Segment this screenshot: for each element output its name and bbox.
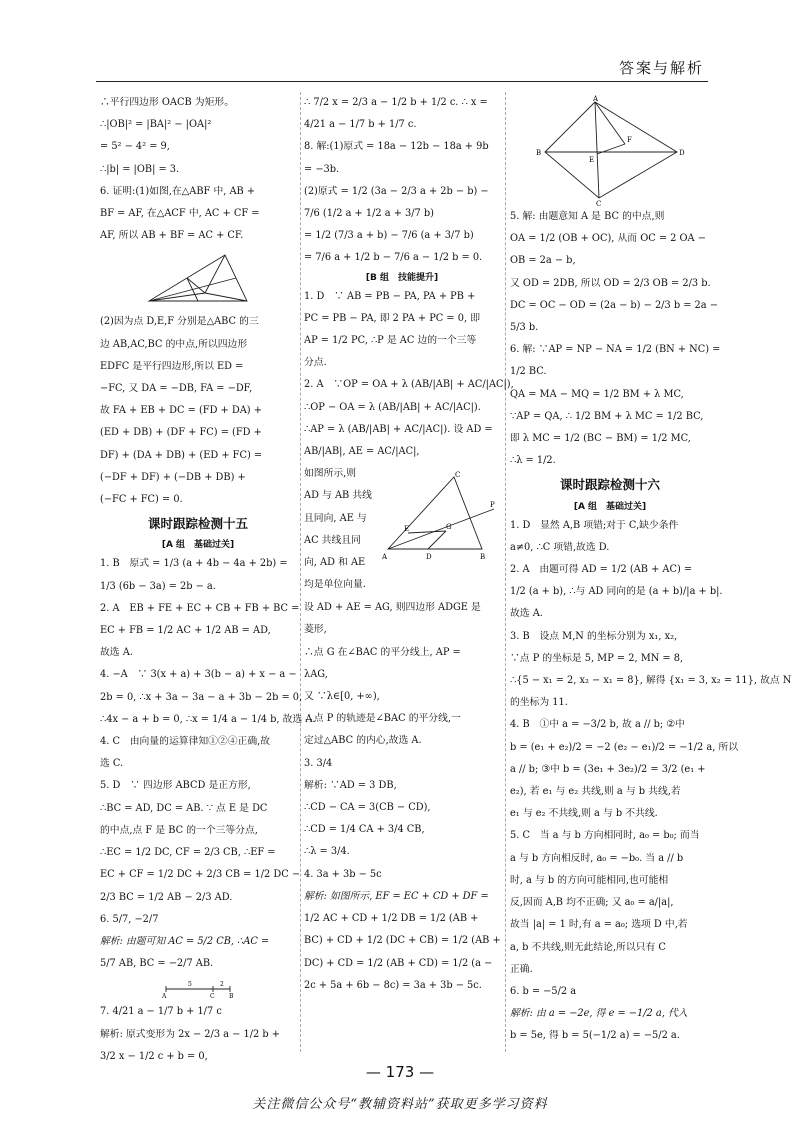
text-line: 4. C 由向量的运算律知①②④正确,故 (100, 736, 271, 748)
text-line: 解析: 如图所示, EF = EC + CD + DF = (304, 890, 489, 902)
text-line: a // b; ③中 b = (3e₁ + 3e₂)/2 = 3/2 (e₁ + (510, 763, 706, 775)
text-line: (2)因为点 D,E,F 分别是△ABC 的三 (100, 316, 259, 328)
text-line: b = (e₁ + e₂)/2 = −2 (e₂ − e₁)/2 = −1/2 a, 所以 (510, 741, 739, 753)
column-divider (505, 92, 506, 1052)
text-line: ∴ 7/2 x = 2/3 a − 1/2 b + 1/2 c. ∴ x = (304, 97, 488, 108)
text-line: AD 与 AB 共线 (304, 490, 372, 502)
text-line: (−DF + DF) + (−DB + DB) + (100, 471, 246, 483)
fig-label: D (679, 149, 685, 157)
text-line: 2c + 5a + 6b − 8c) = 3a + 3b − 5c. (304, 979, 482, 991)
text-line: ∴AP = λ (AB/|AB| + AC/|AC|). 设 AD = (304, 423, 493, 435)
text-line: DC) + CD = 1/2 (AB + CD) = 1/2 (a − (304, 957, 493, 969)
text-line: λAG, (304, 668, 328, 680)
text-line: 1. D ∵ AB = PB − PA, PA + PB + (304, 290, 476, 302)
text-line: 2b = 0, ∴x + 3a − 3a − a + 3b − 2b = 0, (100, 691, 303, 703)
fig-label: C (596, 200, 602, 208)
text-line: 的中点,点 F 是 BC 的一个三等分点, (100, 824, 258, 836)
section-title: 课时跟踪检测十六 (559, 477, 660, 493)
text-line: ∴平行四边形 OACB 为矩形。 (100, 97, 234, 108)
text-line: 设 AD + AE = AG, 则四边形 ADGE 是 (304, 602, 481, 614)
text-line: 2/3 BC = 1/2 AB − 2/3 AD. (100, 891, 233, 903)
text-line: 5. D ∵ 四边形 ABCD 是正方形, (100, 780, 251, 792)
fig-label: B (536, 149, 542, 157)
text-line: 向, AD 和 AE (304, 557, 366, 569)
text-line: 1/2 AC + CD + 1/2 DB = 1/2 (AB + (304, 913, 479, 925)
text-line: = 7/6 a + 1/2 b − 7/6 a − 1/2 b = 0. (304, 252, 483, 264)
block-lines-d (100, 1001, 296, 1068)
text-line: 1. D 显然 A,B 项错;对于 C,缺少条件 (510, 519, 679, 531)
fig-label: A (162, 993, 167, 1001)
column-right (510, 92, 792, 1048)
text-line: ∴EC = 1/2 DC, CF = 2/3 CB, ∴EF = (100, 847, 276, 859)
text-line: 4. B ①中 a = −3/2 b, 故 a // b; ②中 (510, 719, 685, 731)
segment-figure (158, 977, 238, 999)
text-line: 5. C 当 a 与 b 方向相同时, a₀ = b₀; 而当 (510, 830, 700, 842)
text-line: 5/3 b. (510, 322, 539, 334)
text-line: 4/21 a − 1/7 b + 1/7 c. (304, 119, 417, 131)
block-lines-a (100, 92, 296, 247)
text-line: 选 C. (100, 758, 124, 770)
text-line: = −3b. (304, 163, 340, 175)
text-line: ∵AP = QA, ∴ 1/2 BM + λ MC = 1/2 BC, (510, 410, 704, 422)
text-line: = 1/2 (7/3 a + b) − 7/6 (a + 3/7 b) (304, 230, 474, 242)
text-line: ∴λ = 1/2. (510, 455, 556, 467)
text-line: QA = MA − MQ = 1/2 BM + λ MC, (510, 388, 684, 400)
section-title: 课时跟踪检测十五 (147, 516, 248, 532)
text-line: 6. 证明:(1)如图,在△ABF 中, AB + (100, 185, 256, 197)
text-line: EC + FB = 1/2 AC + 1/2 AB = AD, (100, 625, 271, 637)
text-line: 且同向, AE 与 (304, 512, 367, 524)
text-line: 菱形, (304, 624, 327, 636)
text-line: b = 5e, 得 b = 5(−1/2 a) = −5/2 a. (510, 1030, 680, 1042)
page-number: — 173 — (365, 1063, 435, 1081)
text-line: OB = 2a − b, (510, 255, 576, 267)
fig-label: E (589, 156, 595, 164)
text-line: BC) + CD + 1/2 (DC + CB) = 1/2 (AB + (304, 935, 501, 947)
text-line: DF) + (DA + DB) + (ED + FC) = (100, 449, 263, 461)
text-line: 如图所示,则 (304, 468, 357, 480)
text-line: ∴{5 − x₁ = 2, x₂ − x₁ = 8}, 解得 {x₁ = 3, x₂ = 11}, 故点 N (510, 675, 792, 687)
text-line: 解析: ∵AD = 3 DB, (304, 779, 397, 791)
figure-block (304, 463, 500, 597)
text-line: 6. b = −5/2 a (510, 985, 577, 997)
fig-label: G (446, 523, 452, 532)
text-line: 解析: 由 a = −2e, 得 e = −1/2 a, 代入 (510, 1008, 688, 1020)
text-line: EC + CF = 1/2 DC + 2/3 CB = 1/2 DC − (100, 869, 301, 881)
text-line: 故 FA + EB + DC = (FD + DA) + (100, 405, 262, 417)
text-line: 7. 4/21 a − 1/7 b + 1/7 c (100, 1006, 222, 1018)
triangle-figure (143, 249, 253, 309)
text-line: 1. B 原式 = 1/3 (a + 4b − 4a + 2b) = (100, 558, 288, 570)
text-line: 又 ∵λ∈[0, +∞), (304, 691, 380, 703)
text-line: ∴OP − OA = λ (AB/|AB| + AC/|AC|). (304, 401, 481, 413)
text-line: 解析: 原式变形为 2x − 2/3 a − 1/2 b + (100, 1028, 280, 1040)
text-line: BF = AF, 在△ACF 中, AC + CF = (100, 208, 260, 220)
text-line: 6. 5/7, −2/7 (100, 913, 159, 925)
text-line: a, b 不共线,则无此结论,所以只有 C (510, 941, 666, 953)
text-line: PC = PB − PA, 即 2 PA + PC = 0, 即 (304, 312, 480, 324)
text-line: 8. 解:(1)原式 = 18a − 12b − 18a + 9b (304, 141, 489, 153)
text-line: 故当 |a| = 1 时,有 a = a₀; 选项 D 中,若 (510, 919, 688, 931)
text-line: 1/2 (a + b), ∴与 AD 同向的是 (a + b)/|a + b|. (510, 586, 723, 598)
text-line: 3/2 x − 1/2 c + b = 0, (100, 1050, 208, 1062)
text-line: ∴|b| = |OB| = 3. (100, 163, 180, 175)
block-lines-a (510, 206, 721, 472)
text-line: 定过△ABC 的内心,故选 A. (304, 735, 422, 747)
text-line: a 与 b 方向相反时, a₀ = −b₀. 当 a // b (510, 852, 684, 864)
text-line: ∴CD − CA = 3(CB − CD), (304, 802, 431, 814)
fig-label: B (480, 553, 486, 562)
text-line: AC 共线且同 (304, 534, 361, 546)
fig-label: E (404, 525, 410, 534)
block-lines-a (304, 92, 500, 270)
text-line: a≠0, ∴C 项错,故选 D. (510, 541, 610, 553)
text-line: 分点. (304, 357, 327, 369)
text-line: (−FC + FC) = 0. (100, 494, 183, 506)
figure-caption (304, 463, 384, 596)
text-line: 2. A EB + FE + EC + CB + FB + BC = (100, 602, 300, 614)
footer-note: 关注微信公众号“教辅资料站”获取更多学习资料 (252, 1097, 548, 1112)
block-lines-b (510, 515, 792, 1048)
text-line: 1/2 BC. (510, 366, 547, 378)
text-line: 边 AB,AC,BC 的中点,所以四边形 (100, 338, 248, 350)
header-title: 答案与解析 (618, 59, 704, 77)
group-label: [A 组 基础过关] (161, 540, 235, 551)
text-line: 的坐标为 11. (510, 697, 568, 709)
text-line: 又 OD = 2DB, 所以 OD = 2/3 OB = 2/3 b. (510, 277, 711, 289)
fig-label: A (382, 553, 388, 562)
text-line: 2. A 由题可得 AD = 1/2 (AB + AC) = (510, 564, 693, 576)
text-line: AF, 所以 AB + BF = AC + CF. (100, 230, 244, 242)
text-line: AP = 1/2 PC, ∴P 是 AC 边的一个三等 (304, 335, 477, 347)
text-line: 故选 A. (510, 608, 543, 620)
text-line: = 5² − 4² = 9, (100, 141, 170, 153)
text-line: ∴点 P 的轨迹是∠BAC 的平分线,一 (304, 713, 461, 725)
page-header (96, 55, 708, 82)
text-line: −FC, 又 DA = −DB, FA = −DF, (100, 383, 253, 395)
fig-label: C (210, 993, 215, 1001)
text-line: 5/7 AB, BC = −2/7 AB. (100, 958, 214, 970)
text-line: 6. 解: ∵AP = NP − NA = 1/2 (BN + NC) = (510, 344, 721, 356)
fig-label: F (627, 136, 632, 144)
text-line: ∴λ = 3/4. (304, 846, 350, 858)
group-label: [B 组 技能提升] (365, 272, 439, 283)
text-line: (2)原式 = 1/2 (3a − 2/3 a + 2b − b) − (304, 185, 489, 197)
text-line: 时, a 与 b 的方向可能相同,也可能相 (510, 874, 669, 886)
fig-label: B (229, 993, 234, 1001)
text-line: 7/6 (1/2 a + 1/2 a + 3/7 b) (304, 208, 434, 220)
text-line: ∴|OB|² = |BA|² − |OA|² (100, 119, 212, 131)
text-line: e₂), 若 e₁ 与 e₂ 共线,则 a 与 b 共线,若 (510, 786, 681, 798)
text-line: 4. −A ∵ 3(x + a) + 3(b − a) + x − a − (100, 669, 297, 681)
text-line: 2. A ∵OP = OA + λ (AB/|AB| + AC/|AC|), (304, 379, 514, 391)
block-lines-b (304, 286, 514, 464)
text-line: ∴4x − a + b = 0, ∴x = 1/4 a − 1/4 b, 故选 A. (100, 713, 316, 725)
text-line: 故选 A. (100, 647, 133, 659)
text-line: 3. 3/4 (304, 757, 333, 769)
text-line: ∴CD = 1/4 CA + 3/4 CB, (304, 824, 425, 836)
column-divider (300, 92, 301, 1052)
text-line: 即 λ MC = 1/2 (BC − BM) = 1/2 MC, (510, 433, 691, 445)
text-line: OA = 1/2 (OB + OC), 从而 OC = 2 OA − (510, 233, 706, 245)
fig-label: D (426, 553, 432, 562)
text-line: 解析: 由题可知 AC = 5/2 CB, ∴AC = (100, 935, 270, 947)
text-line: (ED + DB) + (DF + FC) = (FD + (100, 427, 262, 439)
quadrilateral-figure (535, 94, 685, 208)
text-line: 正确. (510, 963, 533, 975)
column-middle (304, 92, 514, 997)
fig-label: C (455, 471, 461, 480)
fig-label: P (490, 501, 495, 510)
text-line: DC = OC − OD = (2a − b) − 2/3 b = 2a − (510, 299, 718, 311)
text-line: e₁ 与 e₂ 不共线,则 a 与 b 不共线. (510, 808, 658, 820)
text-line: 5. 解: 由题意知 A 是 BC 的中点,则 (510, 211, 665, 222)
text-line: 1/3 (6b − 3a) = 2b − a. (100, 580, 216, 592)
text-line: 均是单位向量. (304, 579, 366, 591)
fig-label: 2 (220, 981, 224, 989)
block-lines-b (100, 311, 296, 511)
text-line: 3. B 设点 M,N 的坐标分别为 x₁, x₂, (510, 630, 678, 642)
text-line: ∵点 P 的坐标是 5, MP = 2, MN = 8, (510, 652, 684, 664)
fig-label: 5 (188, 981, 192, 989)
fig-label: A (593, 95, 599, 103)
text-line: EDFC 是平行四边形,所以 ED = (100, 360, 244, 372)
group-label: [A 组 基础过关] (573, 501, 647, 512)
text-line: 反,因而 A,B 均不正确; 又 a₀ = a/|a|, (510, 897, 674, 909)
text-line: ∴点 G 在∠BAC 的平分线上, AP = (304, 646, 461, 658)
text-line: AB/|AB|, AE = AC/|AC|, (304, 446, 420, 458)
text-line: ∴BC = AD, DC = AB. ∵ 点 E 是 DC (100, 802, 268, 814)
text-line: 4. 3a + 3b − 5c (304, 868, 382, 880)
bisector-figure (382, 471, 500, 563)
block-lines-c (304, 597, 500, 997)
